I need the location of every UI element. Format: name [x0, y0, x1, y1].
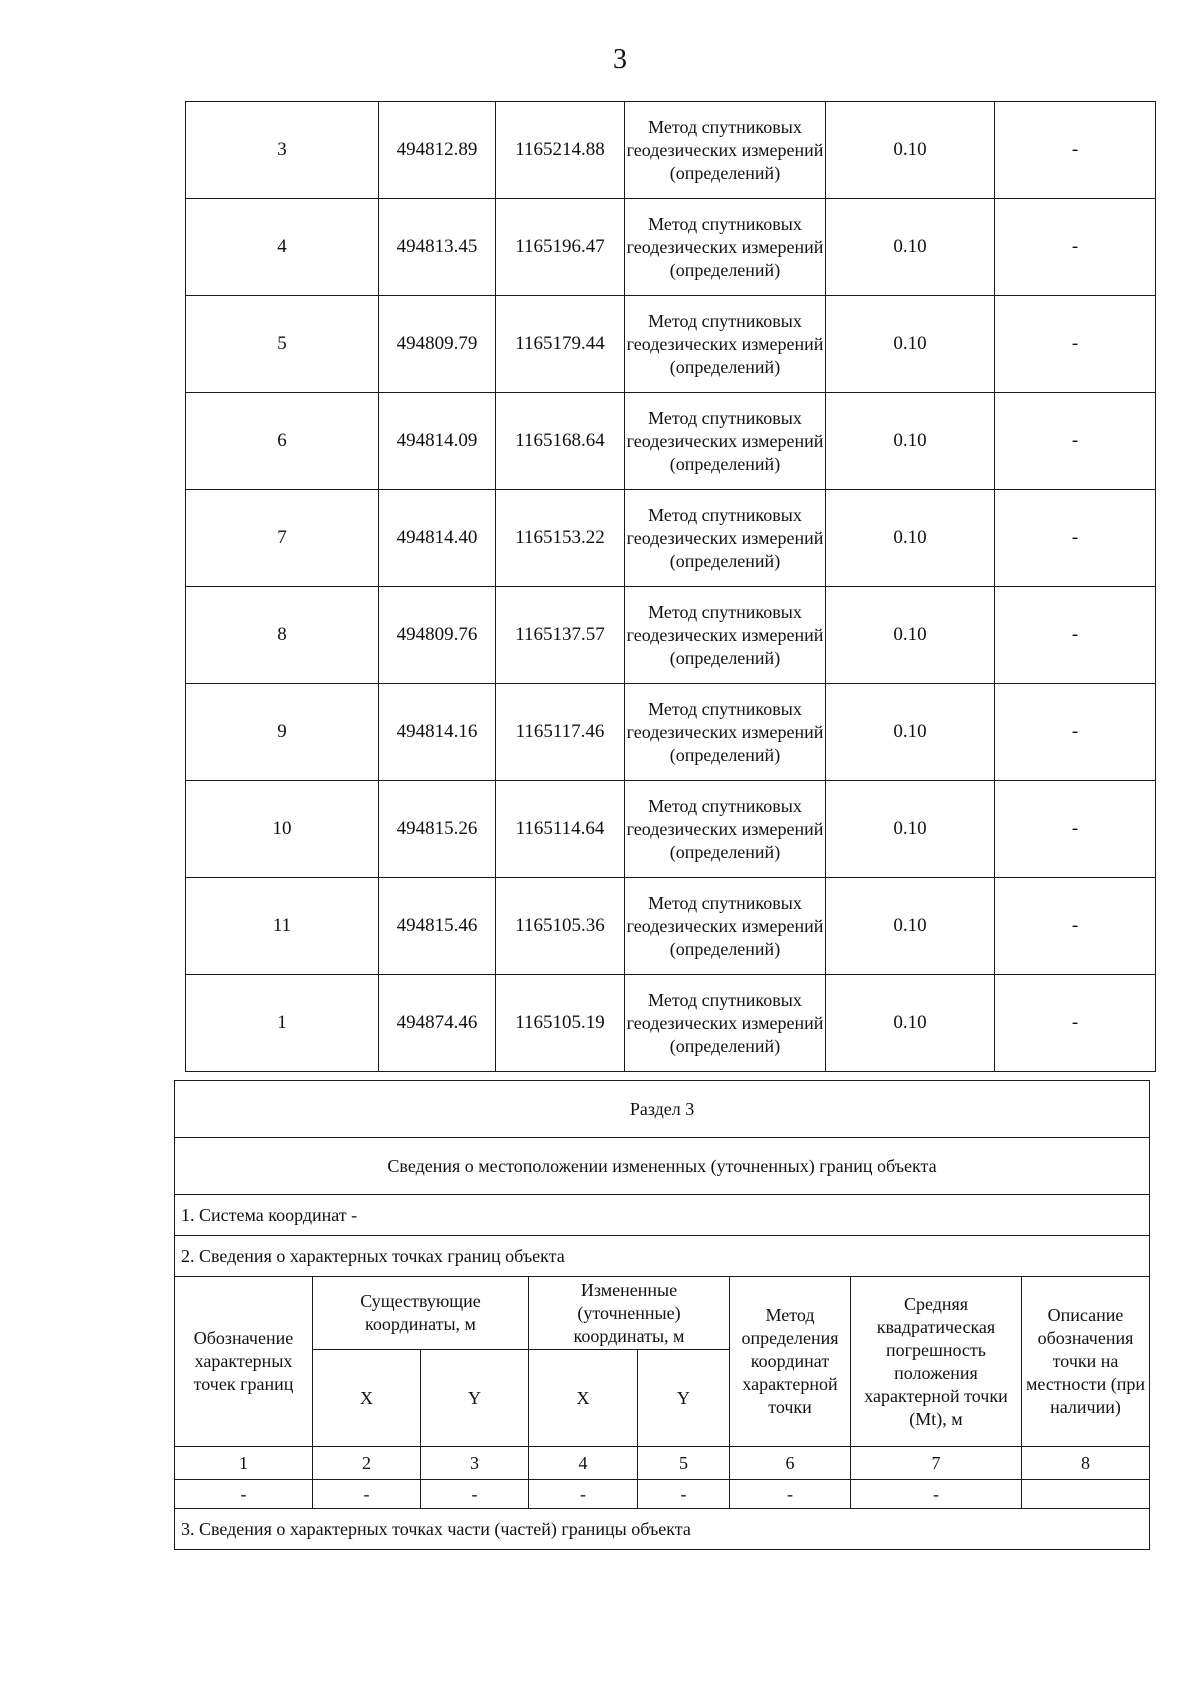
- point-accuracy-cell: 0.10: [826, 781, 995, 878]
- point-description-cell: -: [995, 684, 1156, 781]
- empty-cell: [1022, 1480, 1150, 1509]
- point-y-cell: 1165114.64: [496, 781, 625, 878]
- point-method-cell: Метод спутниковых геодезических измерений (определений): [625, 490, 826, 587]
- header-existing-x: X: [313, 1350, 421, 1447]
- point-accuracy-cell: 0.10: [826, 393, 995, 490]
- point-y-cell: 1165196.47: [496, 199, 625, 296]
- point-description-cell: -: [995, 587, 1156, 684]
- point-id-cell: 7: [186, 490, 379, 587]
- point-x-cell: 494809.76: [379, 587, 496, 684]
- point-y-cell: 1165105.19: [496, 975, 625, 1072]
- header-changed-coords: Измененные (уточненные) координаты, м: [529, 1277, 730, 1350]
- column-number: 7: [851, 1447, 1022, 1480]
- table-row: [186, 878, 1156, 975]
- point-description-cell: -: [995, 490, 1156, 587]
- point-description-cell: -: [995, 199, 1156, 296]
- empty-cell: -: [421, 1480, 529, 1509]
- point-y-cell: 1165179.44: [496, 296, 625, 393]
- point-accuracy-cell: 0.10: [826, 878, 995, 975]
- point-accuracy-cell: 0.10: [826, 587, 995, 684]
- column-number: 6: [730, 1447, 851, 1480]
- column-number: 5: [638, 1447, 730, 1480]
- table-row: [186, 393, 1156, 490]
- point-y-cell: 1165117.46: [496, 684, 625, 781]
- point-x-cell: 494813.45: [379, 199, 496, 296]
- point-id-cell: 8: [186, 587, 379, 684]
- header-designation: Обозначение характерных точек границ: [175, 1277, 313, 1447]
- point-x-cell: 494874.46: [379, 975, 496, 1072]
- point-x-cell: 494814.16: [379, 684, 496, 781]
- section-table: [174, 1080, 1150, 1550]
- section-subtitle: Сведения о местоположении измененных (уточненных) границ объекта: [175, 1138, 1150, 1195]
- point-id-cell: 10: [186, 781, 379, 878]
- point-description-cell: -: [995, 781, 1156, 878]
- point-accuracy-cell: 0.10: [826, 102, 995, 199]
- point-method-cell: Метод спутниковых геодезических измерений (определений): [625, 393, 826, 490]
- empty-cell: -: [313, 1480, 421, 1509]
- point-x-cell: 494812.89: [379, 102, 496, 199]
- column-number: 4: [529, 1447, 638, 1480]
- empty-cell: -: [851, 1480, 1022, 1509]
- column-number: 1: [175, 1447, 313, 1480]
- point-description-cell: -: [995, 102, 1156, 199]
- point-id-cell: 5: [186, 296, 379, 393]
- point-method-cell: Метод спутниковых геодезических измерений (определений): [625, 587, 826, 684]
- header-accuracy: Средняя квадратическая погрешность положения характерной точки (Mt), м: [851, 1277, 1022, 1447]
- points-table: [185, 101, 1156, 1072]
- column-number: 8: [1022, 1447, 1150, 1480]
- point-y-cell: 1165168.64: [496, 393, 625, 490]
- point-method-cell: Метод спутниковых геодезических измерений (определений): [625, 296, 826, 393]
- point-method-cell: Метод спутниковых геодезических измерений (определений): [625, 878, 826, 975]
- point-accuracy-cell: 0.10: [826, 199, 995, 296]
- point-id-cell: 1: [186, 975, 379, 1072]
- table-row: [186, 296, 1156, 393]
- table-row: [186, 975, 1156, 1072]
- page-number: 3: [613, 44, 627, 75]
- part-points-info-row: 3. Сведения о характерных точках части (частей) границы объекта: [175, 1509, 1150, 1550]
- point-id-cell: 6: [186, 393, 379, 490]
- point-id-cell: 3: [186, 102, 379, 199]
- empty-cell: -: [529, 1480, 638, 1509]
- point-id-cell: 4: [186, 199, 379, 296]
- table-row: [186, 781, 1156, 878]
- point-method-cell: Метод спутниковых геодезических измерений (определений): [625, 102, 826, 199]
- point-description-cell: -: [995, 975, 1156, 1072]
- point-id-cell: 11: [186, 878, 379, 975]
- table-row: [186, 490, 1156, 587]
- point-method-cell: Метод спутниковых геодезических измерений (определений): [625, 975, 826, 1072]
- point-y-cell: 1165153.22: [496, 490, 625, 587]
- empty-cell: -: [730, 1480, 851, 1509]
- header-description: Описание обозначения точки на местности (при наличии): [1022, 1277, 1150, 1447]
- empty-cell: -: [175, 1480, 313, 1509]
- coord-system-row: 1. Система координат -: [175, 1195, 1150, 1236]
- point-accuracy-cell: 0.10: [826, 296, 995, 393]
- column-number: 2: [313, 1447, 421, 1480]
- header-method: Метод определения координат характерной точки: [730, 1277, 851, 1447]
- point-x-cell: 494814.40: [379, 490, 496, 587]
- points-table-body: [186, 102, 1156, 1072]
- empty-cell: -: [638, 1480, 730, 1509]
- point-x-cell: 494809.79: [379, 296, 496, 393]
- point-accuracy-cell: 0.10: [826, 684, 995, 781]
- point-description-cell: -: [995, 296, 1156, 393]
- point-accuracy-cell: 0.10: [826, 975, 995, 1072]
- point-method-cell: Метод спутниковых геодезических измерений (определений): [625, 781, 826, 878]
- point-method-cell: Метод спутниковых геодезических измерений (определений): [625, 199, 826, 296]
- point-x-cell: 494814.09: [379, 393, 496, 490]
- point-id-cell: 9: [186, 684, 379, 781]
- column-number: 3: [421, 1447, 529, 1480]
- header-changed-x: X: [529, 1350, 638, 1447]
- point-y-cell: 1165105.36: [496, 878, 625, 975]
- point-description-cell: -: [995, 393, 1156, 490]
- point-x-cell: 494815.46: [379, 878, 496, 975]
- table-row: [186, 102, 1156, 199]
- point-accuracy-cell: 0.10: [826, 490, 995, 587]
- point-y-cell: 1165214.88: [496, 102, 625, 199]
- header-existing-coords: Существующие координаты, м: [313, 1277, 529, 1350]
- point-y-cell: 1165137.57: [496, 587, 625, 684]
- points-info-row: 2. Сведения о характерных точках границ объекта: [175, 1236, 1150, 1277]
- table-row: [186, 199, 1156, 296]
- section-title: Раздел 3: [175, 1081, 1150, 1138]
- point-description-cell: -: [995, 878, 1156, 975]
- header-existing-y: Y: [421, 1350, 529, 1447]
- point-x-cell: 494815.26: [379, 781, 496, 878]
- header-changed-y: Y: [638, 1350, 730, 1447]
- table-row: [186, 587, 1156, 684]
- point-method-cell: Метод спутниковых геодезических измерений (определений): [625, 684, 826, 781]
- table-row: [186, 684, 1156, 781]
